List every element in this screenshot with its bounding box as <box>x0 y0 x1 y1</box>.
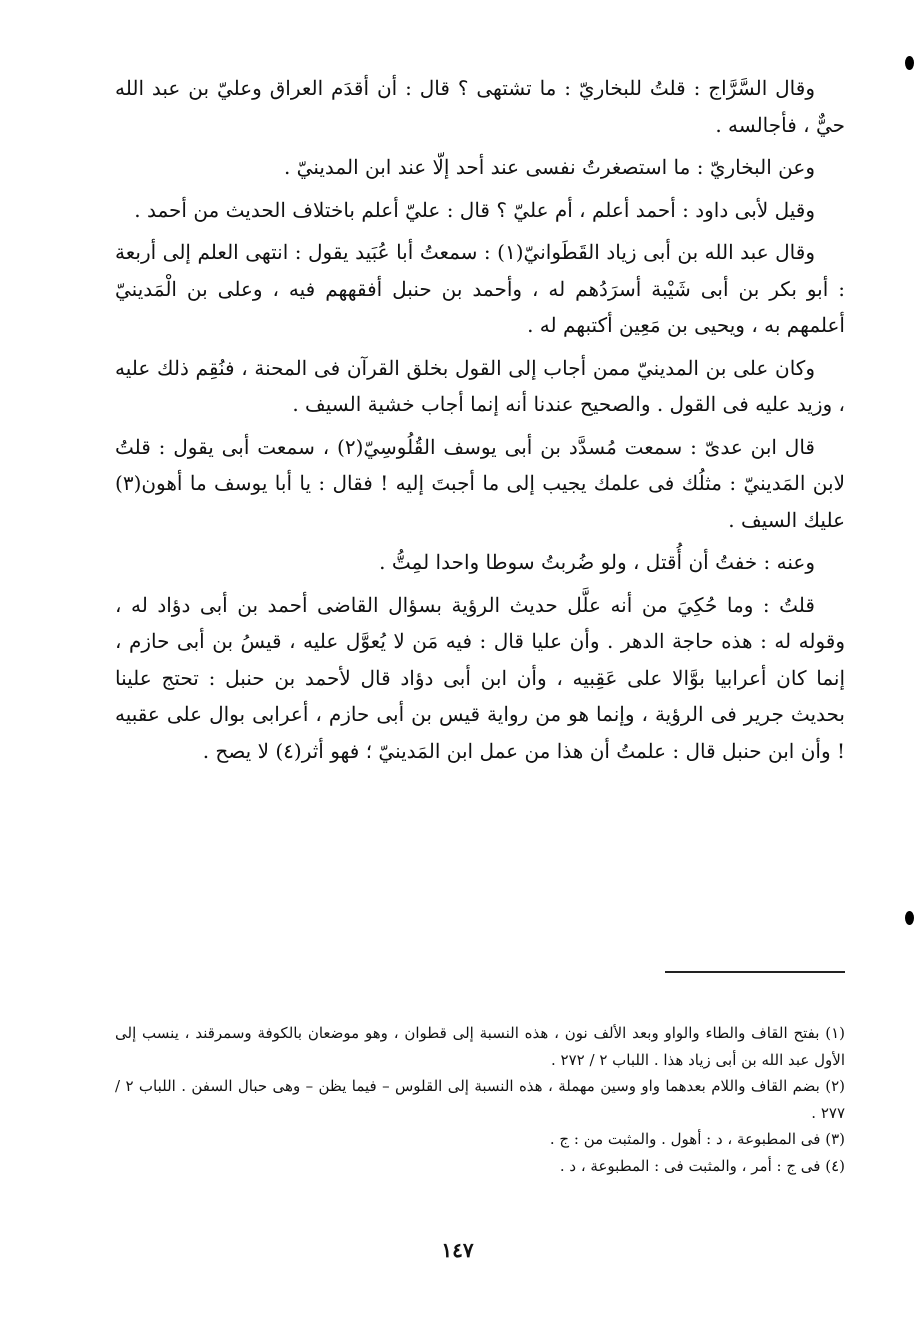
paragraph-6: قال ابن عدىّ : سمعت مُسدَّد بن أبى يوسف القُلُوسِيّ(٢) ، سمعت أبى يقول : قلتُ لابن المَدينيّ : مثلُك فى علمك يجيب إلى ما أجبتَ إليه ! فقال : يا أبا يوسف ما أهون(٣) عليك السيف . <box>115 434 845 532</box>
page-number: ١٤٧ <box>441 1238 474 1262</box>
footnote-3: (٣) فى المطبوعة ، د : أهول . والمثبت من : ج . <box>549 1130 845 1148</box>
footnote-2: (٢) بضم القاف واللام بعدهما واو وسين مهملة ، هذه النسبة إلى القلوس – فيما يظن – وهى حبال السفن . اللباب ٢ / ٢٧٧ . <box>115 1077 846 1122</box>
paragraph-8: قلتُ : وما حُكِيَ من أنه علَّل حديث الرؤية بسؤال القاضى أحمد بن أبى دؤاد له ، وقوله له : هذه حاجة الدهر . وأن عليا قال : فيه مَن لا يُعوَّل عليه ، قيسُ بن أبى حازم ، إنما كان أعرابيا بوَّالا على عَقِبيه ، وأن ابن أبى دؤاد قال لأحمد بن حنبل : تحتج علينا بحديث جرير فى الرؤية ، وإنما هو من رواية قيس بن أبى حازم ، أعرابى بوال على عقبيه ! وأن ابن حنبل قال : علمتُ أن هذا من عمل ابن المَدينيّ ؛ فهو أثر(٤) لا يصح . <box>115 592 846 763</box>
footnote-1: (١) بفتح القاف والطاء والواو وبعد الألف نون ، هذه النسبة إلى قطوان ، وهو موضعان بالكوفة وسمرقند ، ينسب إلى الأول عبد الله بن أبى زياد هذا . اللباب ٢ / ٢٧٢ . <box>115 1024 845 1069</box>
paragraph-7: وعنه : خفتُ أن أُقتل ، ولو ضُربتُ سوطا واحدا لمِتُّ . <box>379 550 815 574</box>
paragraph-4: وقال عبد الله بن أبى زياد القَطَوانيّ(١) : سمعتُ أبا عُبَيد يقول : انتهى العلم إلى أربعة : أبو بكر بن أبى شَيْبة أسرَدُهم له ، وأحمد بن حنبل أفقههم فيه ، وعلى بن الْمَدينيّ أعلمهم به ، ويحيى بن مَعِين أكتبهم له . <box>115 240 845 337</box>
footnote-separator <box>665 971 845 973</box>
paragraph-3: وقيل لأبى داود : أحمد أعلم ، أم عليّ ؟ قال : عليّ أعلم باختلاف الحديث من أحمد . <box>134 197 815 222</box>
paragraph-5: وكان على بن المدينيّ ممن أجاب إلى القول بخلق القرآن فى المحنة ، فنُقِم ذلك عليه ، وزيد عليه فى القول . والصحيح عندنا أنه إنما أجاب خشية السيف . <box>115 355 845 416</box>
footnotes <box>115 1020 845 1179</box>
paragraph-2: وعن البخاريّ : ما استصغرتُ نفسى عند أحد إلّا عند ابن المدينيّ . <box>283 155 815 179</box>
paragraph-1: وقال السَّرَّاج : قلتُ للبخاريّ : ما تشتهى ؟ قال : أن أقدَم العراق وعليّ بن عبد الله حيٌّ ، فأجالسه . <box>115 76 845 137</box>
binding-mark-bottom <box>905 911 914 925</box>
footnote-4: (٤) فى ج : أمر ، والمثبت فى : المطبوعة ، د . <box>559 1156 845 1175</box>
binding-mark-top <box>905 56 914 70</box>
main-text <box>115 70 845 769</box>
